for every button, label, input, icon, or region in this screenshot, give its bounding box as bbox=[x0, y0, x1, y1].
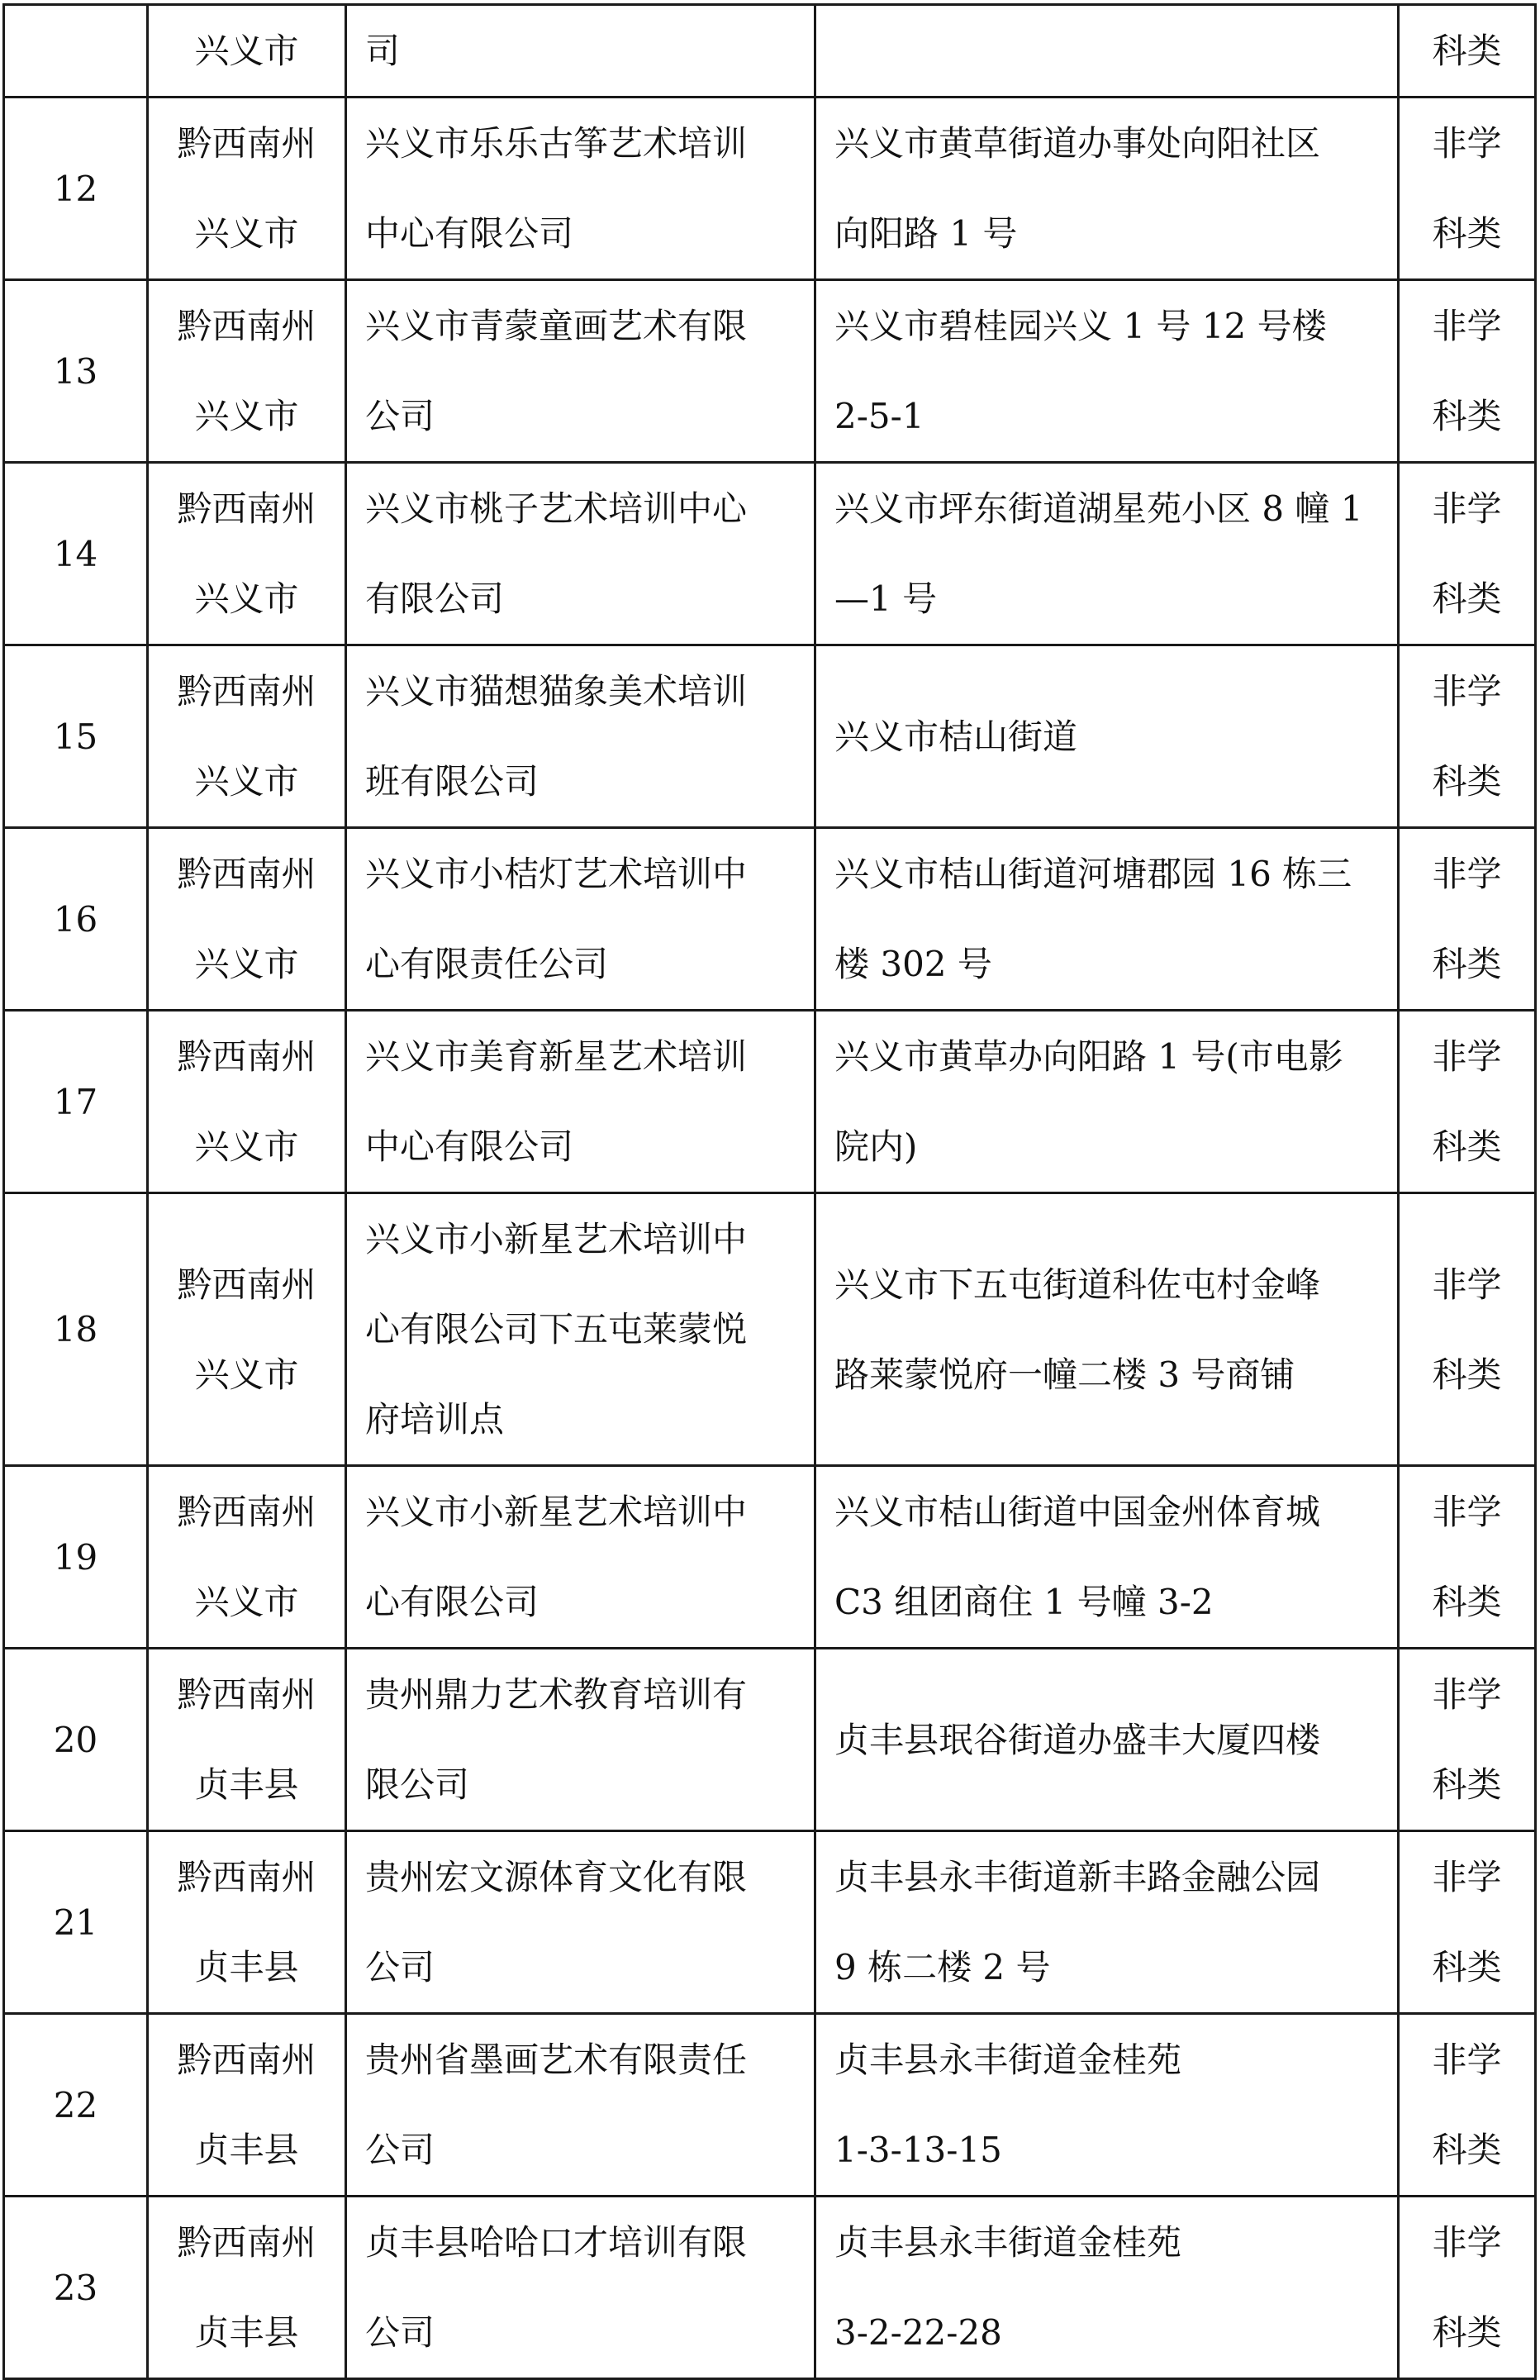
table-row bbox=[4, 280, 1536, 463]
cell-no: 16 bbox=[4, 828, 148, 1011]
cell-no: 18 bbox=[4, 1193, 148, 1466]
cell-type: 非学 科类 bbox=[1399, 1193, 1536, 1466]
cell-region: 黔西南州 贞丰县 bbox=[148, 1831, 346, 2014]
cell-no: 14 bbox=[4, 463, 148, 645]
cell-type: 非学 科类 bbox=[1399, 645, 1536, 828]
cell-address: 贞丰县永丰街道金桂苑 3-2-22-28 bbox=[815, 2197, 1399, 2379]
cell-type: 非学 科类 bbox=[1399, 2014, 1536, 2197]
table-row bbox=[4, 463, 1536, 645]
cell-type: 非学 科类 bbox=[1399, 1649, 1536, 1831]
cell-region: 黔西南州 兴义市 bbox=[148, 98, 346, 280]
table-row bbox=[4, 98, 1536, 280]
cell-no: 20 bbox=[4, 1649, 148, 1831]
table-row bbox=[4, 1831, 1536, 2014]
cell-type: 非学 科类 bbox=[1399, 828, 1536, 1011]
cell-type: 非学 科类 bbox=[1399, 1466, 1536, 1649]
cell-address: 兴义市黄草街道办事处向阳社区 向阳路 1 号 bbox=[815, 98, 1399, 280]
cell-address: 兴义市桔山街道 bbox=[815, 645, 1399, 828]
cell-type: 非学 科类 bbox=[1399, 98, 1536, 280]
institution-table bbox=[2, 3, 1537, 2380]
cell-no: 13 bbox=[4, 280, 148, 463]
table-body bbox=[4, 5, 1536, 2379]
cell-no: 19 bbox=[4, 1466, 148, 1649]
cell-region: 兴义市 bbox=[148, 5, 346, 98]
cell-no: 23 bbox=[4, 2197, 148, 2379]
cell-name: 兴义市青蒙童画艺术有限 公司 bbox=[346, 280, 815, 463]
cell-type: 非学 科类 bbox=[1399, 280, 1536, 463]
cell-no: 12 bbox=[4, 98, 148, 280]
cell-address: 贞丰县永丰街道金桂苑 1-3-13-15 bbox=[815, 2014, 1399, 2197]
cell-name: 兴义市桃子艺术培训中心 有限公司 bbox=[346, 463, 815, 645]
cell-type: 非学 科类 bbox=[1399, 463, 1536, 645]
cell-address: 贞丰县珉谷街道办盛丰大厦四楼 bbox=[815, 1649, 1399, 1831]
cell-name: 兴义市小新星艺术培训中 心有限公司 bbox=[346, 1466, 815, 1649]
cell-region: 黔西南州 贞丰县 bbox=[148, 1649, 346, 1831]
cell-type: 非学 科类 bbox=[1399, 2197, 1536, 2379]
cell-region: 黔西南州 贞丰县 bbox=[148, 2197, 346, 2379]
cell-type: 科类 bbox=[1399, 5, 1536, 98]
table-row bbox=[4, 828, 1536, 1011]
cell-no: 15 bbox=[4, 645, 148, 828]
cell-address: 贞丰县永丰街道新丰路金融公园 9 栋二楼 2 号 bbox=[815, 1831, 1399, 2014]
cell-region: 黔西南州 兴义市 bbox=[148, 1466, 346, 1649]
cell-name: 贵州省墨画艺术有限责任 公司 bbox=[346, 2014, 815, 2197]
cell-region: 黔西南州 兴义市 bbox=[148, 828, 346, 1011]
cell-address bbox=[815, 5, 1399, 98]
cell-region: 黔西南州 兴义市 bbox=[148, 645, 346, 828]
cell-no bbox=[4, 5, 148, 98]
table-row bbox=[4, 1193, 1536, 1466]
cell-name: 兴义市美育新星艺术培训 中心有限公司 bbox=[346, 1011, 815, 1193]
cell-name: 兴义市小新星艺术培训中 心有限公司下五屯莱蒙悦 府培训点 bbox=[346, 1193, 815, 1466]
cell-name: 贵州宏文源体育文化有限 公司 bbox=[346, 1831, 815, 2014]
cell-region: 黔西南州 兴义市 bbox=[148, 280, 346, 463]
table-row bbox=[4, 5, 1536, 98]
cell-type: 非学 科类 bbox=[1399, 1831, 1536, 2014]
cell-name: 兴义市乐乐古筝艺术培训 中心有限公司 bbox=[346, 98, 815, 280]
cell-region: 黔西南州 贞丰县 bbox=[148, 2014, 346, 2197]
cell-name: 兴义市小桔灯艺术培训中 心有限责任公司 bbox=[346, 828, 815, 1011]
table-row bbox=[4, 2014, 1536, 2197]
table-row bbox=[4, 1649, 1536, 1831]
cell-no: 17 bbox=[4, 1011, 148, 1193]
cell-address: 兴义市黄草办向阳路 1 号(市电影 院内) bbox=[815, 1011, 1399, 1193]
cell-name: 司 bbox=[346, 5, 815, 98]
cell-address: 兴义市桔山街道中国金州体育城 C3 组团商住 1 号幢 3-2 bbox=[815, 1466, 1399, 1649]
cell-no: 22 bbox=[4, 2014, 148, 2197]
cell-no: 21 bbox=[4, 1831, 148, 2014]
table-row bbox=[4, 1011, 1536, 1193]
cell-type: 非学 科类 bbox=[1399, 1011, 1536, 1193]
cell-name: 兴义市猫想猫象美术培训 班有限公司 bbox=[346, 645, 815, 828]
cell-name: 贞丰县哈哈口才培训有限 公司 bbox=[346, 2197, 815, 2379]
cell-address: 兴义市坪东街道湖星苑小区 8 幢 1 —1 号 bbox=[815, 463, 1399, 645]
table-row bbox=[4, 645, 1536, 828]
table-row bbox=[4, 2197, 1536, 2379]
cell-address: 兴义市桔山街道河塘郡园 16 栋三 楼 302 号 bbox=[815, 828, 1399, 1011]
cell-region: 黔西南州 兴义市 bbox=[148, 1193, 346, 1466]
cell-name: 贵州鼎力艺术教育培训有 限公司 bbox=[346, 1649, 815, 1831]
table-row bbox=[4, 1466, 1536, 1649]
cell-region: 黔西南州 兴义市 bbox=[148, 463, 346, 645]
cell-address: 兴义市下五屯街道科佐屯村金峰 路莱蒙悦府一幢二楼 3 号商铺 bbox=[815, 1193, 1399, 1466]
cell-address: 兴义市碧桂园兴义 1 号 12 号楼 2-5-1 bbox=[815, 280, 1399, 463]
cell-region: 黔西南州 兴义市 bbox=[148, 1011, 346, 1193]
